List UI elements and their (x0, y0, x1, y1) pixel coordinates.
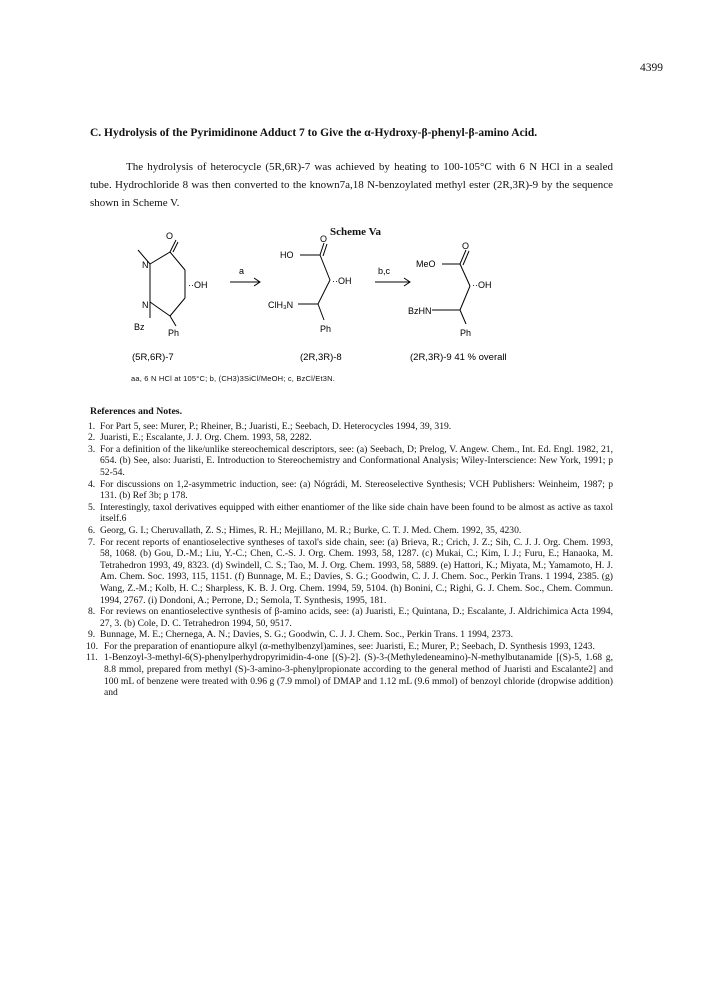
reference-item: 6. Georg, G. I.; Cheruvallath, Z. S.; Himes, R. H.; Mejillano, M. R.; Burke, C. T. J. Med. Chem. 1992, 35, 4230. (88, 524, 522, 536)
section-heading: C. Hydrolysis of the Pyrimidinone Adduct 7 to Give the α-Hydroxy-β-phenyl-β-amino Acid. (90, 127, 538, 139)
paragraph-text: The hydrolysis of heterocycle (5R,6R)-7 was achieved by heating to 100-105°C with 6 N HCl in a sealed tube. Hydrochloride 8 was then converted to the known7a,18 N-benzoylated methyl ester (2R,3R)-9 by the sequence shown in Scheme V. (90, 161, 613, 209)
svg-text:BzHN: BzHN (408, 306, 432, 316)
svg-text:··OH: ··OH (332, 276, 352, 286)
reagent-bc: b,c (378, 266, 391, 276)
scheme-title: Scheme Va (329, 226, 382, 238)
svg-text:··OH: ··OH (472, 280, 492, 290)
svg-text:O: O (166, 231, 174, 241)
reference-item: 5. Interestingly, taxol derivatives equipped with either enantiomer of the like side chain have been found to be almost as active as taxol itself.6 (88, 501, 613, 525)
svg-text:Ph: Ph (320, 324, 332, 334)
svg-text:O: O (320, 234, 328, 244)
reference-item: 3. For a definition of the like/unlike stereochemical descriptors, see: (a) Seebach, D; Prelog, V. Angew. Chem., Int. Ed. Engl. 1982, 21, 654. (b) See, also: Juaristi, E. Introduction to Stereochemistry and Conformational Analysis; Wiley-Interscience: New York, 1991; p 52-54. (88, 443, 613, 478)
scheme-footnote: aa, 6 N HCl at 105°C; b, (CH3)3SiCl/MeOH; c, BzCl/Et3N. (131, 374, 336, 383)
compound-8-label: (2R,3R)-8 (300, 352, 342, 363)
compound-9-label: (2R,3R)-9 41 % overall (410, 352, 507, 363)
references-heading: References and Notes. (90, 406, 183, 417)
svg-text:Bz: Bz (134, 322, 145, 332)
svg-text:··OH: ··OH (188, 280, 208, 290)
references-section (86, 406, 613, 699)
compound-7-label: (5R,6R)-7 (132, 352, 174, 363)
intro-paragraph (90, 158, 613, 212)
svg-text:Ph: Ph (168, 328, 180, 338)
svg-text:HO: HO (280, 250, 294, 260)
reagent-a: a (239, 266, 245, 276)
reference-item: 1. For Part 5, see: Murer, P.; Rheiner, B.; Juaristi, E.; Seebach, D. Heterocycles 1994, 39, 319. (88, 420, 452, 432)
references-list (86, 420, 613, 699)
reference-item: 7. For recent reports of enantioselective syntheses of taxol's side chain, see: (a) Brieva, R.; Crich, J. Z.; Sih, C. J. J. Org. Chem. 1993, 58, 1068. (b) Gou, D.-M.; Liu, Y.-C.; Chen, C.-S. J. Org. Chem. 1993, 58, 1287. (c) Mukai, C.; Kim, I. J.; Furu, E.; Hanaoka, M. Tetrahedron 1993, 49, 8323. (d) Swindell, C. S.; Tao, M. J. Org. Chem. 1993, 58, 5889. (e) Hattori, K.; Miyata, M.; Yamamoto, H. J. Am. Chem. Soc. 1993, 115, 1151. (f) Bunnage, M. E.; Davies, S. G.; Goodwin, C. J. J. Chem. Soc., Perkin Trans. 1 1994, 2385. (g) Wang, Z.-M.; Kolb, H. C.; Sharpless, K. B. J. Org. Chem. 1994, 59, 5104. (h) Bonini, C.; Righi, G. J. Chem. Soc., Chem. Commun. 1994, 2767. (i) Dondoni, A.; Perrone, D.; Semola, T. Synthesis, 1995, 181. (88, 536, 613, 606)
svg-text:N: N (142, 260, 149, 270)
reference-item: 2. Juaristi, E.; Escalante, J. J. Org. Chem. 1993, 58, 2282. (88, 432, 312, 444)
page-number: 4399 (640, 62, 663, 74)
svg-text:MeO: MeO (416, 259, 436, 269)
reference-item: 10. For the preparation of enantiopure alkyl (α-methylbenzyl)amines, see: Juaristi, E.; Murer, P.; Seebach, D. Synthesis 1993, 1243. (86, 640, 595, 652)
svg-text:ClH₃N: ClH₃N (268, 300, 294, 310)
reference-item: 8. For reviews on enantioselective synthesis of β-amino acids, see: (a) Juaristi, E.; Quintana, D.; Escalante, J. Aldrichimica Acta 1994, 27, 3. (b) Cole, D. C. Tetrahedron 1994, 50, 9517. (88, 606, 613, 629)
svg-text:N: N (142, 300, 149, 310)
reference-item: 11. 1-Benzoyl-3-methyl-6(S)-phenylperhydropyrimidin-4-one [(S)-2]. (S)-3-(Methyledeneamino)-N-methylbutanamide [(S)-5, 1.68 g, 8.8 mmol, prepared from methyl (S)-3-amino-3-phenylpropionate according to the general method of Juaristi and Escalante2] and 100 mL of benzene were treated with 0.96 g (7.9 mmol) of DMAP and 1.12 mL (9.6 mmol) of benzoyl chloride (dropwise addition) and (86, 652, 613, 699)
svg-text:O: O (462, 241, 470, 251)
reference-item: 9. Bunnage, M. E.; Chernega, A. N.; Davies, S. G.; Goodwin, C. J. J. Chem. Soc., Perkin Trans. 1 1994, 2373. (88, 629, 514, 641)
reference-item: 4. For discussions on 1,2-asymmetric induction, see: (a) Nógrádi, M. Stereoselective Synthesis; VCH Publishers: Weinheim, 1987; p 131. (b) Ref 3b; p 178. (88, 478, 613, 502)
svg-text:Ph: Ph (460, 328, 472, 338)
